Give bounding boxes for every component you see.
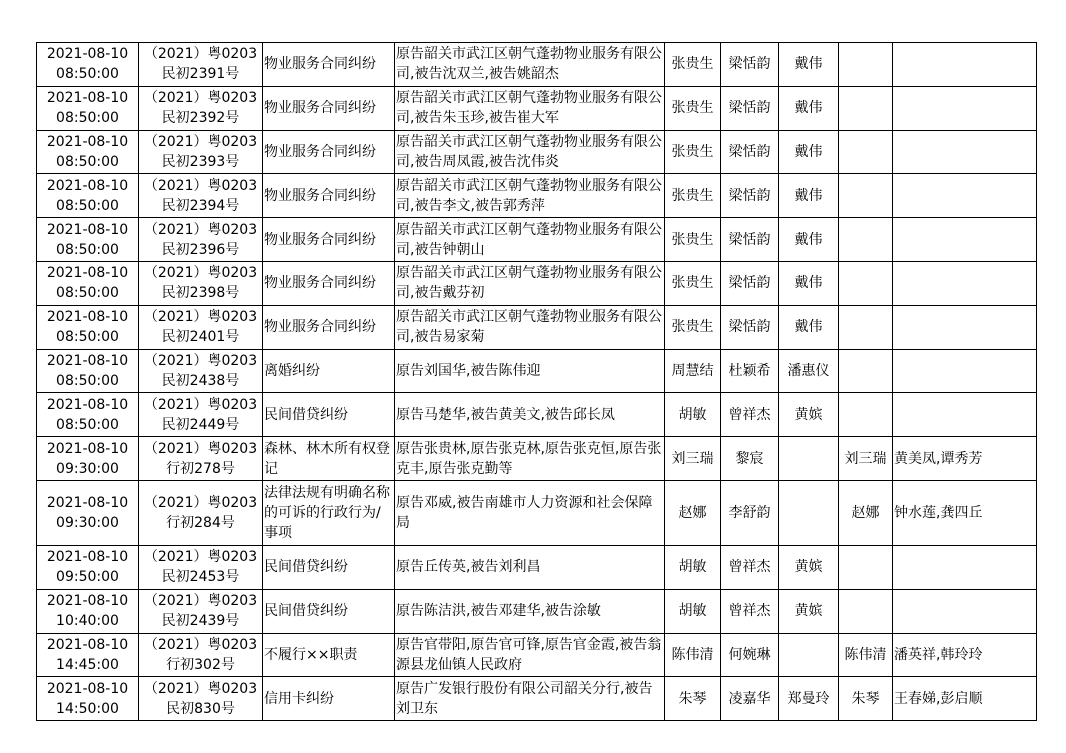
jurors [893, 43, 1037, 87]
jurors [893, 349, 1037, 393]
case-number-suffix: 民初2401号 [161, 329, 240, 346]
presiding-judge [665, 305, 721, 349]
case-cause-text: 物业服务合同纠纷 [264, 56, 376, 73]
hearing-date: 2021-08-10 [46, 133, 129, 150]
collegial-member-name: 梁恬韵 [728, 319, 771, 336]
case-number-suffix: 民初830号 [166, 700, 235, 717]
presiding-judge-name: 周慧结 [671, 362, 714, 379]
assigned-judge [839, 633, 893, 677]
collegial-member [721, 589, 779, 633]
jurors [893, 305, 1037, 349]
presiding-judge-name: 张贵生 [671, 231, 714, 248]
collegial-member-name: 李舒韵 [728, 504, 771, 521]
presiding-judge [665, 130, 721, 174]
case-number [139, 305, 263, 349]
hearing-time [37, 43, 139, 87]
court-clerk [779, 261, 839, 305]
hearing-time [37, 437, 139, 481]
case-number-prefix: （2021）粤0203 [143, 309, 258, 326]
collegial-member-name: 曾祥杰 [728, 559, 771, 576]
collegial-member-name: 梁恬韵 [728, 143, 771, 160]
hearing-date: 2021-08-10 [46, 680, 129, 697]
case-number [139, 43, 263, 87]
court-clerk [779, 349, 839, 393]
case-cause [263, 437, 395, 481]
case-number-prefix: （2021）粤0203 [143, 494, 258, 511]
presiding-judge-name: 胡敏 [678, 603, 707, 620]
court-clerk [779, 174, 839, 218]
court-clerk [779, 218, 839, 262]
case-parties [395, 218, 665, 262]
court-clerk [779, 437, 839, 481]
jurors-names: 王春娣,彭启顺 [894, 690, 983, 707]
case-number-prefix: （2021）粤0203 [143, 265, 258, 282]
case-number [139, 349, 263, 393]
hearing-clock: 08:50:00 [56, 66, 119, 83]
case-cause [263, 633, 395, 677]
case-parties [395, 480, 665, 545]
case-number-suffix: 民初2449号 [161, 416, 240, 433]
hearing-time [37, 545, 139, 589]
case-parties [395, 174, 665, 218]
assigned-judge [839, 174, 893, 218]
case-number-suffix: 民初2396号 [161, 241, 240, 258]
jurors [893, 437, 1037, 481]
case-number-prefix: （2021）粤0203 [143, 133, 258, 150]
case-number [139, 130, 263, 174]
collegial-member-name: 杜颖希 [728, 362, 771, 379]
collegial-member [721, 349, 779, 393]
case-cause [263, 261, 395, 305]
presiding-judge [665, 393, 721, 437]
case-parties-text: 原告韶关市武江区朝气蓬勃物业服务有限公司,被告戴芬初 [396, 265, 662, 302]
presiding-judge [665, 480, 721, 545]
case-cause [263, 130, 395, 174]
jurors [893, 589, 1037, 633]
collegial-member [721, 43, 779, 87]
presiding-judge [665, 589, 721, 633]
hearing-time [37, 589, 139, 633]
assigned-judge-name: 赵娜 [851, 504, 880, 521]
table-row [37, 437, 1037, 481]
hearing-clock: 09:50:00 [56, 569, 119, 586]
court-clerk [779, 480, 839, 545]
court-clerk-name: 戴伟 [794, 319, 823, 336]
presiding-judge [665, 633, 721, 677]
case-cause-text: 物业服务合同纠纷 [264, 100, 376, 117]
collegial-member [721, 480, 779, 545]
hearing-time [37, 261, 139, 305]
case-parties-text: 原告邓威,被告南雄市人力资源和社会保障局 [396, 494, 653, 531]
hearing-time [37, 218, 139, 262]
case-cause [263, 589, 395, 633]
hearing-time [37, 393, 139, 437]
court-clerk [779, 545, 839, 589]
case-parties [395, 43, 665, 87]
hearing-time [37, 480, 139, 545]
hearing-clock: 08:50:00 [56, 197, 119, 214]
assigned-judge-name: 刘三瑞 [844, 450, 887, 467]
collegial-member [721, 218, 779, 262]
jurors [893, 86, 1037, 130]
case-parties [395, 261, 665, 305]
case-number-suffix: 民初2398号 [161, 285, 240, 302]
presiding-judge-name: 刘三瑞 [671, 450, 714, 467]
hearing-date: 2021-08-10 [46, 309, 129, 326]
case-parties [395, 130, 665, 174]
court-clerk [779, 130, 839, 174]
collegial-member-name: 黎宸 [735, 450, 764, 467]
collegial-member [721, 174, 779, 218]
case-parties [395, 86, 665, 130]
case-cause [263, 545, 395, 589]
case-number [139, 218, 263, 262]
assigned-judge [839, 86, 893, 130]
collegial-member [721, 633, 779, 677]
case-parties [395, 677, 665, 721]
collegial-member-name: 梁恬韵 [728, 100, 771, 117]
case-number-prefix: （2021）粤0203 [143, 177, 258, 194]
collegial-member [721, 393, 779, 437]
table-row [37, 589, 1037, 633]
jurors [893, 218, 1037, 262]
table-row [37, 43, 1037, 87]
case-parties-text: 原告韶关市武江区朝气蓬勃物业服务有限公司,被告钟朝山 [396, 221, 662, 258]
court-clerk [779, 589, 839, 633]
assigned-judge [839, 589, 893, 633]
table-row [37, 480, 1037, 545]
collegial-member-name: 曾祥杰 [728, 603, 771, 620]
case-parties-text: 原告韶关市武江区朝气蓬勃物业服务有限公司,被告朱玉珍,被告崔大军 [396, 90, 662, 127]
case-parties [395, 545, 665, 589]
case-cause [263, 349, 395, 393]
table-row [37, 633, 1037, 677]
case-cause-text: 法律法规有明确名称的可诉的行政行为/事项 [264, 484, 390, 541]
case-number-suffix: 民初2393号 [161, 153, 240, 170]
assigned-judge [839, 261, 893, 305]
hearing-time [37, 677, 139, 721]
hearing-clock: 08:50:00 [56, 153, 119, 170]
court-clerk-name: 戴伟 [794, 187, 823, 204]
case-cause-text: 物业服务合同纠纷 [264, 231, 376, 248]
case-number-suffix: 行初284号 [166, 514, 235, 531]
case-cause-text: 离婚纠纷 [264, 362, 320, 379]
case-cause [263, 393, 395, 437]
hearing-time [37, 305, 139, 349]
hearing-date: 2021-08-10 [46, 396, 129, 413]
hearing-date: 2021-08-10 [46, 636, 129, 653]
case-number-suffix: 民初2391号 [161, 66, 240, 83]
collegial-member [721, 545, 779, 589]
table-row [37, 261, 1037, 305]
jurors-names: 钟水莲,龚四丘 [894, 504, 983, 521]
hearing-time [37, 349, 139, 393]
assigned-judge [839, 349, 893, 393]
case-number-suffix: 民初2394号 [161, 197, 240, 214]
presiding-judge-name: 张贵生 [671, 56, 714, 73]
hearing-clock: 08:50:00 [56, 241, 119, 258]
case-parties-text: 原告刘国华,被告陈伟迎 [396, 362, 541, 379]
hearing-schedule-table [36, 42, 1037, 721]
collegial-member [721, 305, 779, 349]
schedule-body [37, 43, 1037, 721]
jurors [893, 174, 1037, 218]
case-parties-text: 原告丘传英,被告刘利昌 [396, 559, 541, 576]
presiding-judge [665, 437, 721, 481]
hearing-date: 2021-08-10 [46, 352, 129, 369]
presiding-judge [665, 86, 721, 130]
case-number [139, 480, 263, 545]
case-number-prefix: （2021）粤0203 [143, 593, 258, 610]
presiding-judge-name: 张贵生 [671, 275, 714, 292]
case-parties-text: 原告韶关市武江区朝气蓬勃物业服务有限公司,被告易家菊 [396, 309, 662, 346]
hearing-clock: 14:45:00 [56, 656, 119, 673]
case-cause-text: 不履行××职责 [264, 646, 358, 663]
presiding-judge-name: 张贵生 [671, 143, 714, 160]
table-row [37, 545, 1037, 589]
hearing-date: 2021-08-10 [46, 177, 129, 194]
case-number-prefix: （2021）粤0203 [143, 680, 258, 697]
jurors [893, 480, 1037, 545]
case-number-prefix: （2021）粤0203 [143, 636, 258, 653]
hearing-time [37, 86, 139, 130]
hearing-clock: 14:50:00 [56, 700, 119, 717]
case-parties [395, 437, 665, 481]
case-number-prefix: （2021）粤0203 [143, 90, 258, 107]
collegial-member-name: 梁恬韵 [728, 231, 771, 248]
court-clerk-name: 戴伟 [794, 275, 823, 292]
assigned-judge [839, 43, 893, 87]
case-number-suffix: 行初302号 [166, 656, 235, 673]
assigned-judge [839, 305, 893, 349]
case-number-suffix: 民初2392号 [161, 110, 240, 127]
table-row [37, 393, 1037, 437]
presiding-judge-name: 朱琴 [678, 690, 707, 707]
case-cause [263, 480, 395, 545]
case-number [139, 393, 263, 437]
hearing-time [37, 130, 139, 174]
hearing-date: 2021-08-10 [46, 440, 129, 457]
assigned-judge [839, 545, 893, 589]
case-cause-text: 物业服务合同纠纷 [264, 143, 376, 160]
case-parties-text: 原告韶关市武江区朝气蓬勃物业服务有限公司,被告李文,被告郭秀萍 [396, 177, 662, 214]
court-clerk-name: 潘惠仪 [787, 362, 830, 379]
table-row [37, 174, 1037, 218]
presiding-judge-name: 张贵生 [671, 100, 714, 117]
presiding-judge [665, 43, 721, 87]
case-parties [395, 589, 665, 633]
case-number-prefix: （2021）粤0203 [143, 46, 258, 63]
table-row [37, 130, 1037, 174]
presiding-judge-name: 张贵生 [671, 187, 714, 204]
case-cause [263, 174, 395, 218]
case-parties-text: 原告官带阳,原告官可锋,原告官金霞,被告翁源县龙仙镇人民政府 [396, 636, 662, 673]
hearing-date: 2021-08-10 [46, 221, 129, 238]
assigned-judge [839, 480, 893, 545]
case-number-prefix: （2021）粤0203 [143, 440, 258, 457]
jurors [893, 633, 1037, 677]
case-number-suffix: 民初2439号 [161, 613, 240, 630]
hearing-clock: 09:30:00 [56, 514, 119, 531]
jurors-names: 潘英祥,韩玲玲 [894, 646, 983, 663]
hearing-date: 2021-08-10 [46, 593, 129, 610]
presiding-judge-name: 张贵生 [671, 319, 714, 336]
case-parties-text: 原告韶关市武江区朝气蓬勃物业服务有限公司,被告沈双兰,被告姚韶杰 [396, 46, 662, 83]
case-number-prefix: （2021）粤0203 [143, 221, 258, 238]
case-parties-text: 原告马楚华,被告黄美文,被告邱长凤 [396, 406, 615, 423]
case-number [139, 437, 263, 481]
case-cause-text: 物业服务合同纠纷 [264, 319, 376, 336]
case-parties-text: 原告陈洁洪,被告邓建华,被告涂敏 [396, 603, 601, 620]
hearing-date: 2021-08-10 [46, 549, 129, 566]
court-clerk-name: 黄嫔 [794, 406, 823, 423]
hearing-clock: 08:50:00 [56, 416, 119, 433]
case-number [139, 545, 263, 589]
case-number [139, 677, 263, 721]
case-number-prefix: （2021）粤0203 [143, 352, 258, 369]
assigned-judge-name: 朱琴 [851, 690, 880, 707]
hearing-time [37, 633, 139, 677]
court-clerk [779, 633, 839, 677]
court-clerk-name: 郑曼玲 [787, 690, 830, 707]
collegial-member-name: 凌嘉华 [728, 690, 771, 707]
collegial-member-name: 梁恬韵 [728, 56, 771, 73]
hearing-clock: 08:50:00 [56, 329, 119, 346]
table-row [37, 349, 1037, 393]
table-row [37, 86, 1037, 130]
assigned-judge-name: 陈伟清 [844, 646, 887, 663]
case-parties-text: 原告广发银行股份有限公司韶关分行,被告刘卫东 [396, 680, 653, 717]
case-cause [263, 43, 395, 87]
case-cause-text: 森林、林木所有权登记 [264, 440, 390, 477]
case-number [139, 174, 263, 218]
jurors [893, 130, 1037, 174]
collegial-member [721, 130, 779, 174]
table-row [37, 218, 1037, 262]
presiding-judge [665, 218, 721, 262]
case-cause-text: 民间借贷纠纷 [264, 603, 348, 620]
hearing-clock: 10:40:00 [56, 613, 119, 630]
table-row [37, 677, 1037, 721]
court-clerk [779, 43, 839, 87]
case-cause [263, 677, 395, 721]
assigned-judge [839, 677, 893, 721]
jurors [893, 677, 1037, 721]
presiding-judge [665, 261, 721, 305]
case-cause [263, 218, 395, 262]
collegial-member-name: 梁恬韵 [728, 275, 771, 292]
assigned-judge [839, 130, 893, 174]
case-parties [395, 349, 665, 393]
collegial-member-name: 梁恬韵 [728, 187, 771, 204]
jurors [893, 393, 1037, 437]
jurors [893, 545, 1037, 589]
presiding-judge-name: 陈伟清 [671, 646, 714, 663]
hearing-clock: 08:50:00 [56, 372, 119, 389]
hearing-date: 2021-08-10 [46, 494, 129, 511]
case-cause-text: 物业服务合同纠纷 [264, 187, 376, 204]
court-clerk-name: 戴伟 [794, 100, 823, 117]
case-cause-text: 信用卡纠纷 [264, 690, 334, 707]
collegial-member-name: 曾祥杰 [728, 406, 771, 423]
hearing-date: 2021-08-10 [46, 46, 129, 63]
presiding-judge [665, 545, 721, 589]
court-clerk [779, 393, 839, 437]
jurors-names: 黄美凤,谭秀芳 [894, 450, 983, 467]
case-number [139, 86, 263, 130]
collegial-member [721, 86, 779, 130]
case-cause-text: 民间借贷纠纷 [264, 559, 348, 576]
case-number [139, 589, 263, 633]
presiding-judge-name: 胡敏 [678, 406, 707, 423]
court-clerk [779, 677, 839, 721]
collegial-member-name: 何婉琳 [728, 646, 771, 663]
court-clerk-name: 黄嫔 [794, 603, 823, 620]
case-parties [395, 305, 665, 349]
case-number [139, 633, 263, 677]
presiding-judge-name: 赵娜 [678, 504, 707, 521]
case-parties-text: 原告韶关市武江区朝气蓬勃物业服务有限公司,被告周凤霞,被告沈伟炎 [396, 133, 662, 170]
case-number-suffix: 民初2453号 [161, 569, 240, 586]
hearing-date: 2021-08-10 [46, 265, 129, 282]
case-number-suffix: 行初278号 [166, 460, 235, 477]
court-clerk-name: 戴伟 [794, 143, 823, 160]
collegial-member [721, 677, 779, 721]
hearing-time [37, 174, 139, 218]
presiding-judge-name: 胡敏 [678, 559, 707, 576]
court-clerk-name: 戴伟 [794, 231, 823, 248]
court-clerk [779, 86, 839, 130]
court-clerk-name: 戴伟 [794, 56, 823, 73]
court-clerk [779, 305, 839, 349]
court-clerk-name: 黄嫔 [794, 559, 823, 576]
hearing-clock: 08:50:00 [56, 110, 119, 127]
assigned-judge [839, 393, 893, 437]
assigned-judge [839, 218, 893, 262]
case-number-prefix: （2021）粤0203 [143, 396, 258, 413]
case-number-suffix: 民初2438号 [161, 372, 240, 389]
presiding-judge [665, 677, 721, 721]
table-row [37, 305, 1037, 349]
assigned-judge [839, 437, 893, 481]
case-parties [395, 393, 665, 437]
case-parties-text: 原告张贵林,原告张克林,原告张克恒,原告张克丰,原告张克勤等 [396, 440, 662, 477]
hearing-date: 2021-08-10 [46, 90, 129, 107]
case-number-prefix: （2021）粤0203 [143, 549, 258, 566]
presiding-judge [665, 349, 721, 393]
hearing-clock: 09:30:00 [56, 460, 119, 477]
jurors [893, 261, 1037, 305]
case-cause-text: 物业服务合同纠纷 [264, 275, 376, 292]
case-cause [263, 86, 395, 130]
presiding-judge [665, 174, 721, 218]
hearing-clock: 08:50:00 [56, 285, 119, 302]
collegial-member [721, 437, 779, 481]
collegial-member [721, 261, 779, 305]
case-cause-text: 民间借贷纠纷 [264, 406, 348, 423]
case-parties [395, 633, 665, 677]
case-number [139, 261, 263, 305]
case-cause [263, 305, 395, 349]
